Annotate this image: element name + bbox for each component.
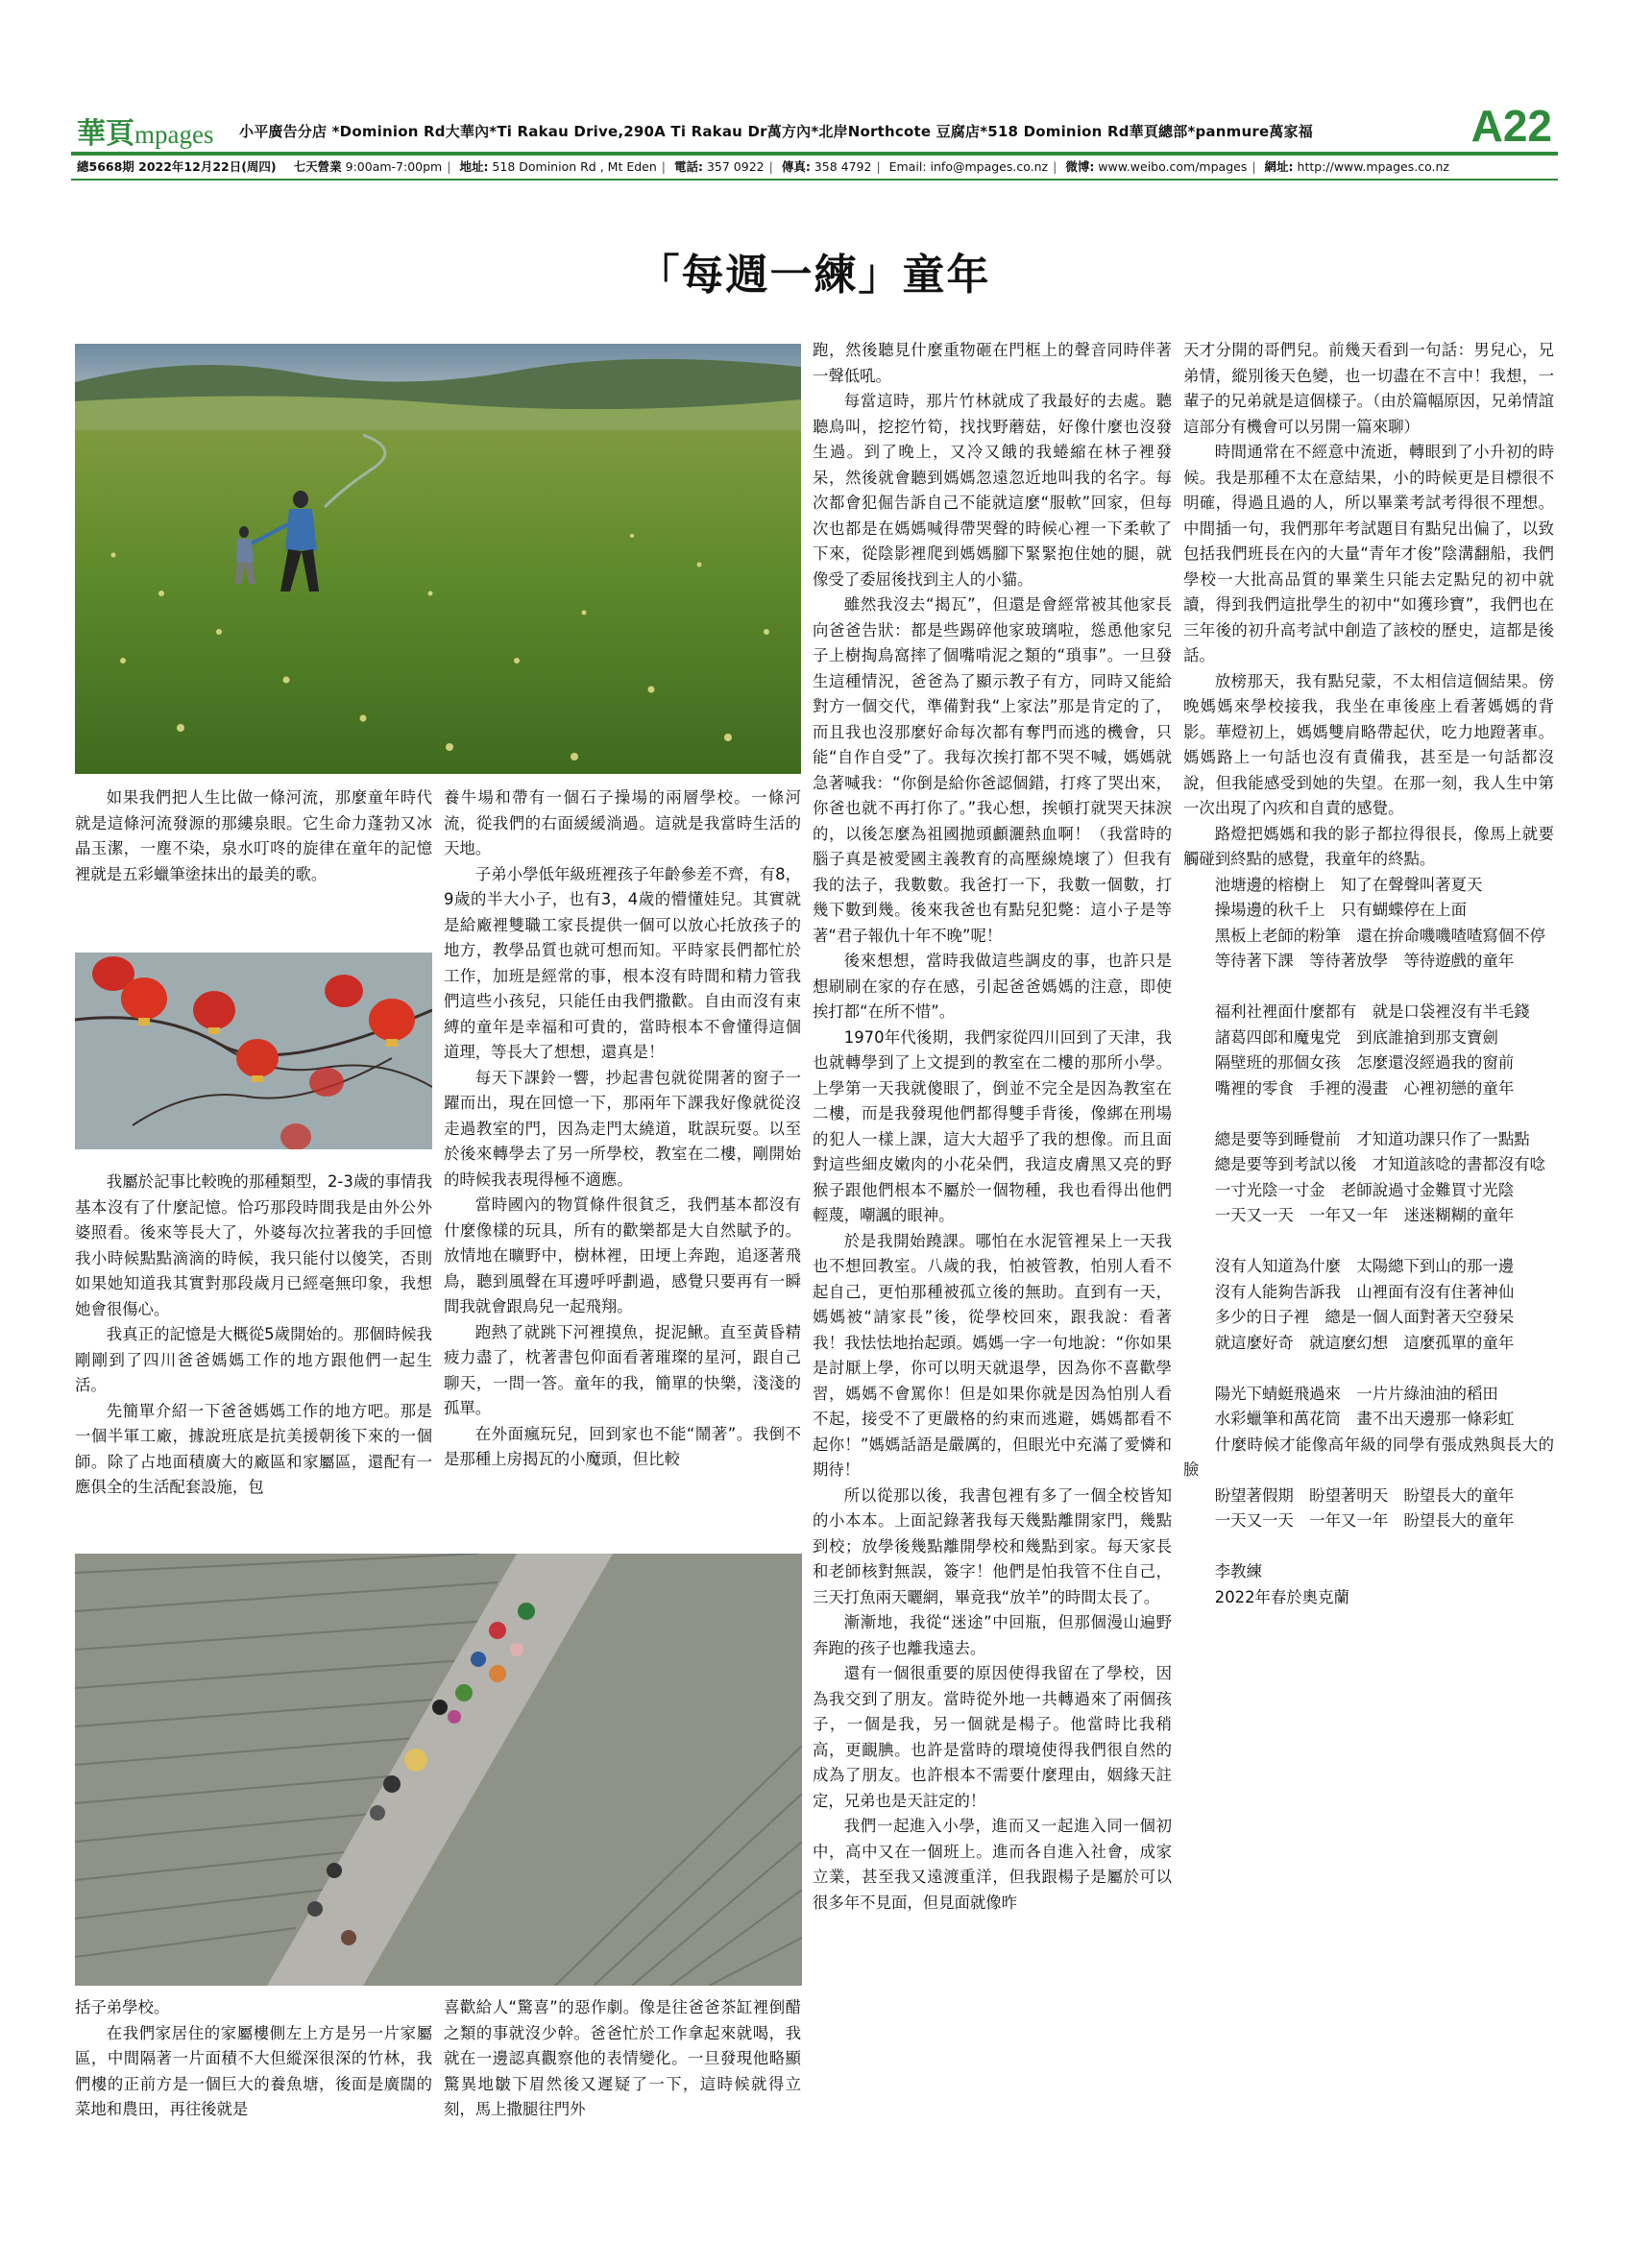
paragraph: 天才分開的哥們兒。前幾天看到一句話：男兒心，兄弟情，縱別後天色變，也一切盡在不言中！我想，一輩子的兄弟就是這個樣子。（由於篇幅原因，兄弟情誼這部分有機會可以另開一篇來聊） xyxy=(1183,341,1554,436)
contact-line: 總5668期 2022年12月22日(周四) 七天營業 9:00am-7:00pm | 地址: 518 Dominion Rd , Mt Eden | 電話: 357 0922 | 傳真: 358 4792 | Email: info@mpages.co.nz | 微博: www.weibo.com/mpages | 網址: http://www.mpages.co.nz xyxy=(77,159,1449,174)
logo-latin: mpages xyxy=(134,120,214,149)
lyric-line: 嘴裡的零食 手裡的漫畫 心裡初戀的童年 xyxy=(1214,1078,1515,1098)
paragraph: 雖然我沒去“揭瓦”，但還是會經常被其他家長向爸爸告狀：都是些踢碎他家玻璃啦，慫恿他家兒子上樹掏鳥窩摔了個嘴啃泥之類的“瑣事”。一旦發生這種情況，爸爸為了顯示教子有方，同時又能給對方一個交代，準備對我“上家法”那是肯定的了，而且我也沒那麼好命每次都有奪門而逃的機會，只能“自作自受”了。我每次挨打都不哭不喊，媽媽就急著喊我：“你倒是給你爸認個錯，打疼了哭出來，你爸也就不再打你了。”我心想，挨頓打就哭天抹淚的，以後怎麼為祖國拋頭顱灑熱血啊！（我當時的腦子真是被愛國主義教育的高壓線燒壞了）但我有我的法子，我數數。我爸打一下，我數一個數，打幾下數到幾。後來我爸也有點兒犯斃：這小子是等著“君子報仇十年不晚”呢！ xyxy=(813,595,1172,945)
author-name: 李教練 xyxy=(1214,1562,1262,1580)
paragraph: 於是我開始蹺課。哪怕在水泥管裡呆上一天我也不想回教室。八歲的我，怕被管教，怕別人看不起自己，更怕那種被孤立後的無助。直到有一天，媽媽被“請家長”後，從學校回來，跟我說：看著我！我怯怯地抬起頭。媽媽一字一句地說：“你如果是討厭上學，你可以明天就退學，因為你不喜歡學習，媽媽不會罵你！但是如果你就是因為怕別人看不起，接受不了更嚴格的約束而逃避，媽媽都看不起你！”媽媽話語是嚴厲的，但眼光中充滿了愛憐和期待！ xyxy=(813,1231,1172,1479)
lanterns-photo xyxy=(75,953,432,1149)
lyric-line: 總是要等到考試以後 才知道該唸的書都沒有唸 xyxy=(1214,1155,1545,1173)
paragraph: 在外面瘋玩兒，回到家也不能“鬧著”。我倒不是那種上房揭瓦的小魔頭，但比較 xyxy=(444,1424,801,1468)
header-rule-bottom xyxy=(71,179,1558,181)
lyric-line: 黑板上老師的粉筆 還在拚命嘰嘰喳喳寫個不停 xyxy=(1214,926,1545,945)
article-title: 「每週一練」童年 xyxy=(637,251,991,300)
address-label: 地址: xyxy=(459,159,489,174)
email-link[interactable]: Email: info@mpages.co.nz xyxy=(888,159,1049,174)
paragraph: 漸漸地，我從“迷途”中回瓶，但那個漫山遍野奔跑的孩子也離我遠去。 xyxy=(813,1613,1172,1657)
date-place: 2022年春於奧克蘭 xyxy=(1214,1587,1349,1606)
lyric-line: 多少的日子裡 總是一個人面對著天空發呆 xyxy=(1214,1308,1515,1326)
website-link[interactable]: http://www.mpages.co.nz xyxy=(1297,159,1449,174)
stanza-break xyxy=(1183,1101,1554,1127)
alley-photo xyxy=(75,1554,802,1986)
lyric-line: 等待著下課 等待著放學 等待遊戲的童年 xyxy=(1214,952,1515,970)
lyric-line: 水彩蠟筆和萬花筒 畫不出天邊那一條彩虹 xyxy=(1214,1410,1515,1428)
address: 518 Dominion Rd , Mt Eden xyxy=(492,159,657,174)
column-1-middle xyxy=(75,1170,432,1544)
lyric-line: 一寸光陰一寸金 老師說過寸金難買寸光陰 xyxy=(1214,1180,1515,1199)
lyric-line: 就這麼好奇 就這麼幻想 這麼孤單的童年 xyxy=(1214,1333,1515,1352)
hours-label: 七天營業 xyxy=(293,159,342,174)
paragraph: 1970年代後期，我們家從四川回到了天津，我也就轉學到了上文提到的教室在二樓的那所小學。上學第一天我就傻眼了，倒並不完全是因為教室在二樓，而是我發現他們都得雙手背後，像綁在刑場的犯人一樣上課，這大大超乎了我的想像。而且面對這些細皮嫩肉的小花朵們，我這皮膚黑又亮的野猴子跟他們根本不屬於一個物種，我也看得出他們輕蔑，嘲諷的眼神。 xyxy=(813,1027,1172,1224)
phone-label: 電話: xyxy=(673,159,703,174)
paragraph: 括子弟學校。 xyxy=(75,1998,170,2016)
paragraph: 跑熱了就跳下河裡摸魚，捉泥鰍。直至黃昏精疲力盡了，枕著書包仰面看著璀璨的星河，跟自己聊天，一問一答。童年的我，簡單的快樂，淺淺的孤單。 xyxy=(444,1322,801,1417)
column-2-top xyxy=(444,785,801,1544)
column-1-top xyxy=(75,785,432,944)
paragraph: 子弟小學低年級班裡孩子年齡參差不齊，有8，9歲的半大小子，也有3，4歲的懵懂娃兒。其實就是給廠裡雙職工家長提供一個可以放心托放孩子的地方，教學品質也就可想而知。平時家長們都忙於工作，加班是經常的事，根本沒有時間和精力管我們這些小孩兒，只能任由我們撒歡。自由而沒有束縛的童年是幸福和可貴的，當時根本不會懂得這個道理，等長大了想想，還真是！ xyxy=(444,864,801,1061)
website-label: 網址: xyxy=(1264,159,1294,174)
weibo-link[interactable]: www.weibo.com/mpages xyxy=(1098,159,1248,174)
paragraph: 後來想想，當時我做這些調皮的事，也許只是想刷刷在家的存在感，引起爸爸媽媽的注意，即使挨打都“在所不惜”。 xyxy=(813,952,1172,1021)
header-rule xyxy=(71,152,1558,156)
paragraph: 時間通常在不經意中流逝，轉眼到了小升初的時候。我是那種不太在意結果，小的時候更是目標很不明確，得過且過的人，所以畢業考試考得很不理想。中間插一句，我們那年考試題目有點兒出偏了，以致包括我們班長在內的大量“青年才俊”陰溝翻船，我們學校一大批高品質的畢業生只能去定點兒的初中就讀，得到我們這批學生的初中“如獲珍寶”，我們也在三年後的初升高考試中創造了該校的歷史，這都是後話。 xyxy=(1183,443,1554,664)
fax-label: 傳真: xyxy=(781,159,811,174)
grassland-photo xyxy=(75,344,801,774)
lyric-line: 操場邊的秋千上 只有蝴蝶停在上面 xyxy=(1214,901,1468,919)
paragraph: 如果我們把人生比做一條河流，那麼童年時代就是這條河流發源的那縷泉眼。它生命力蓬勃又冰晶玉潔，一塵不染，泉水叮咚的旋律在童年的記憶裡就是五彩蠟筆塗抹出的最美的歌。 xyxy=(75,788,432,883)
lyric-line: 陽光下蜻蜓飛過來 一片片綠油油的稻田 xyxy=(1214,1384,1498,1403)
paragraph: 放榜那天，我有點兒蒙，不太相信這個結果。傍晚媽媽來學校接我，我坐在車後座上看著媽媽的背影。華燈初上，媽媽雙肩略帶起伏，吃力地蹬著車。媽媽路上一句話也沒有責備我，甚至是一句話都沒說，但我能感受到她的失望。在那一刻，我人生中第一次出現了內疚和自責的感覺。 xyxy=(1183,671,1554,817)
lyric-line: 一天又一天 一年又一年 迷迷糊糊的童年 xyxy=(1214,1206,1515,1224)
phone: 357 0922 xyxy=(706,159,765,174)
weibo-label: 微博: xyxy=(1065,159,1095,174)
lyric-line: 什麼時候才能像高年級的同學有張成熟與長大的臉 xyxy=(1183,1435,1554,1479)
fax: 358 4792 xyxy=(814,159,872,174)
branch-list: 小平廣告分店 *Dominion Rd大華內*Ti Rakau Drive,290A Ti Rakau Dr萬方內*北岸Northcote 豆腐店*518 Dominion Rd華頁總部*panmure萬家福 xyxy=(239,123,1313,140)
lyric-line: 一天又一天 一年又一年 盼望長大的童年 xyxy=(1214,1511,1515,1530)
song-lyrics xyxy=(1183,873,1554,1534)
paragraph: 當時國內的物質條件很貧乏，我們基本都沒有什麼像樣的玩具，所有的歡樂都是大自然賦予的。放情地在曠野中，樹林裡，田埂上奔跑，追逐著飛鳥，聽到風聲在耳邊呼呼劃過，感覺只要再有一瞬間我就會跟鳥兒一起飛翔。 xyxy=(444,1195,801,1315)
column-4 xyxy=(1183,338,1554,2178)
paragraph: 路燈把媽媽和我的影子都拉得很長，像馬上就要觸碰到終點的感覺，我童年的終點。 xyxy=(1183,824,1554,868)
stanza-break xyxy=(1183,975,1554,1001)
lyric-line: 總是要等到睡覺前 才知道功課只作了一點點 xyxy=(1214,1129,1530,1148)
paragraph: 所以從那以後，我書包裡有多了一個全校皆知的小本本。上面記錄著我每天幾點離開家門，幾點到校；放學後幾點離開學校和幾點到家。每天家長和老師核對無誤，簽字！他們是怕我管不住自己，三天打魚兩天曬網，畢竟我“放羊”的時間太長了。 xyxy=(813,1485,1172,1606)
lyric-line: 沒有人知道為什麼 太陽總下到山的那一邊 xyxy=(1214,1257,1515,1275)
paragraph: 跑，然後聽見什麼重物砸在門框上的聲音同時伴著一聲低吼。 xyxy=(813,341,1172,385)
paragraph: 我們一起進入小學，進而又一起進入同一個初中，高中又在一個班上。進而各自進入社會，成家立業，甚至我又遠渡重洋，但我跟楊子是屬於可以很多年不見面，但見面就像昨 xyxy=(813,1817,1172,1912)
paragraph: 我屬於記事比較晚的那種類型，2-3歲的事情我基本沒有了什麼記憶。恰巧那段時間我是由外公外婆照看。後來等長大了，外婆每次拉著我的手回憶我小時候點點滴滴的時候，我只能付以傻笑，否則如果她知道我其實對那段歲月已經毫無印象，我想她會很傷心。 xyxy=(75,1172,432,1318)
paragraph: 養牛場和帶有一個石子操場的兩層學校。一條河流，從我們的右面緩緩淌過。這就是我當時生活的天地。 xyxy=(444,788,801,857)
lyric-line: 諸葛四郎和魔鬼党 到底誰搶到那支寶劍 xyxy=(1214,1027,1498,1047)
column-2-bottom xyxy=(444,1995,801,2178)
hours: 9:00am-7:00pm xyxy=(345,159,443,174)
paragraph: 每當這時，那片竹林就成了我最好的去處。聽聽鳥叫，挖挖竹筍，找找野蘑菇，好像什麼也沒發生過。到了晚上，又冷又餓的我蜷縮在林子裡發呆，然後就會聽到媽媽忽遠忽近地叫我的名字。每次都會犯倔告訴自己不能就這麼“服軟”回家，但每次也都是在媽媽喊得帶哭聲的時候心裡一下柔軟了下來，從陰影裡爬到媽媽腳下緊緊抱住她的腿，就像受了委屈後找到主人的小貓。 xyxy=(813,392,1172,589)
logo-text: 華頁 xyxy=(77,117,134,151)
stanza-break xyxy=(1183,1229,1554,1255)
paragraph: 在我們家居住的家屬樓側左上方是另一片家屬區，中間隔著一片面積不大但縱深很深的竹林，我們樓的正前方是一個巨大的養魚塘，後面是廣闊的菜地和農田，再往後就是 xyxy=(75,2023,432,2118)
lyric-line: 隔壁班的那個女孩 怎麼還沒經過我的窗前 xyxy=(1214,1053,1515,1072)
stanza-break xyxy=(1183,1356,1554,1382)
lyric-line: 沒有人能夠告訴我 山裡面有沒有住著神仙 xyxy=(1214,1282,1515,1301)
issue-info: 總5668期 2022年12月22日(周四) xyxy=(77,159,277,174)
paragraph: 喜歡給人“驚喜”的惡作劇。像是往爸爸茶缸裡倒醋之類的事就沒少幹。爸爸忙於工作拿起來就喝，我就在一邊認真觀察他的表情變化。一旦發現他略顯驚異地皺下眉然後又遲疑了一下，這時候就得立刻，馬上撒腿往門外 xyxy=(444,1998,801,2118)
paragraph: 我真正的記憶是大概從5歲開始的。那個時候我剛剛到了四川爸爸媽媽工作的地方跟他們一起生活。 xyxy=(75,1325,432,1394)
column-3 xyxy=(813,338,1172,2178)
paragraph: 先簡單介紹一下爸爸媽媽工作的地方吧。那是一個半軍工廠，據說班底是抗美援朝後下來的一個師。除了占地面積廣大的廠區和家屬區，還配有一應俱全的生活配套設施，包 xyxy=(75,1401,432,1496)
paragraph: 還有一個很重要的原因使得我留在了學校，因為我交到了朋友。當時從外地一共轉過來了兩個孩子，一個是我，另一個就是楊子。他當時比我稍高，更靦腆。也許是當時的環境使得我們很自然的成為了朋友。也許根本不需要什麼理由，姻緣天註定，兄弟也是天註定的！ xyxy=(813,1664,1172,1810)
lyric-line: 盼望著假期 盼望著明天 盼望長大的童年 xyxy=(1214,1485,1515,1505)
column-1-bottom xyxy=(75,1995,432,2178)
lyric-line: 福利社裡面什麼都有 就是口袋裡沒有半毛錢 xyxy=(1214,1002,1530,1021)
page-number: A22 xyxy=(1470,101,1552,151)
publication-logo[interactable] xyxy=(77,109,213,152)
lyric-line: 池塘邊的榕樹上 知了在聲聲叫著夏天 xyxy=(1214,875,1483,894)
paragraph: 每天下課鈴一響，抄起書包就從開著的窗子一躍而出，現在回憶一下，那兩年下課我好像就從沒走過教室的門，因為走門太繞道，耽誤玩耍。以至於後來轉學去了另一所學校，教室在二樓，剛開始的時候我表現得極不適應。 xyxy=(444,1068,801,1189)
masthead xyxy=(71,94,1558,182)
